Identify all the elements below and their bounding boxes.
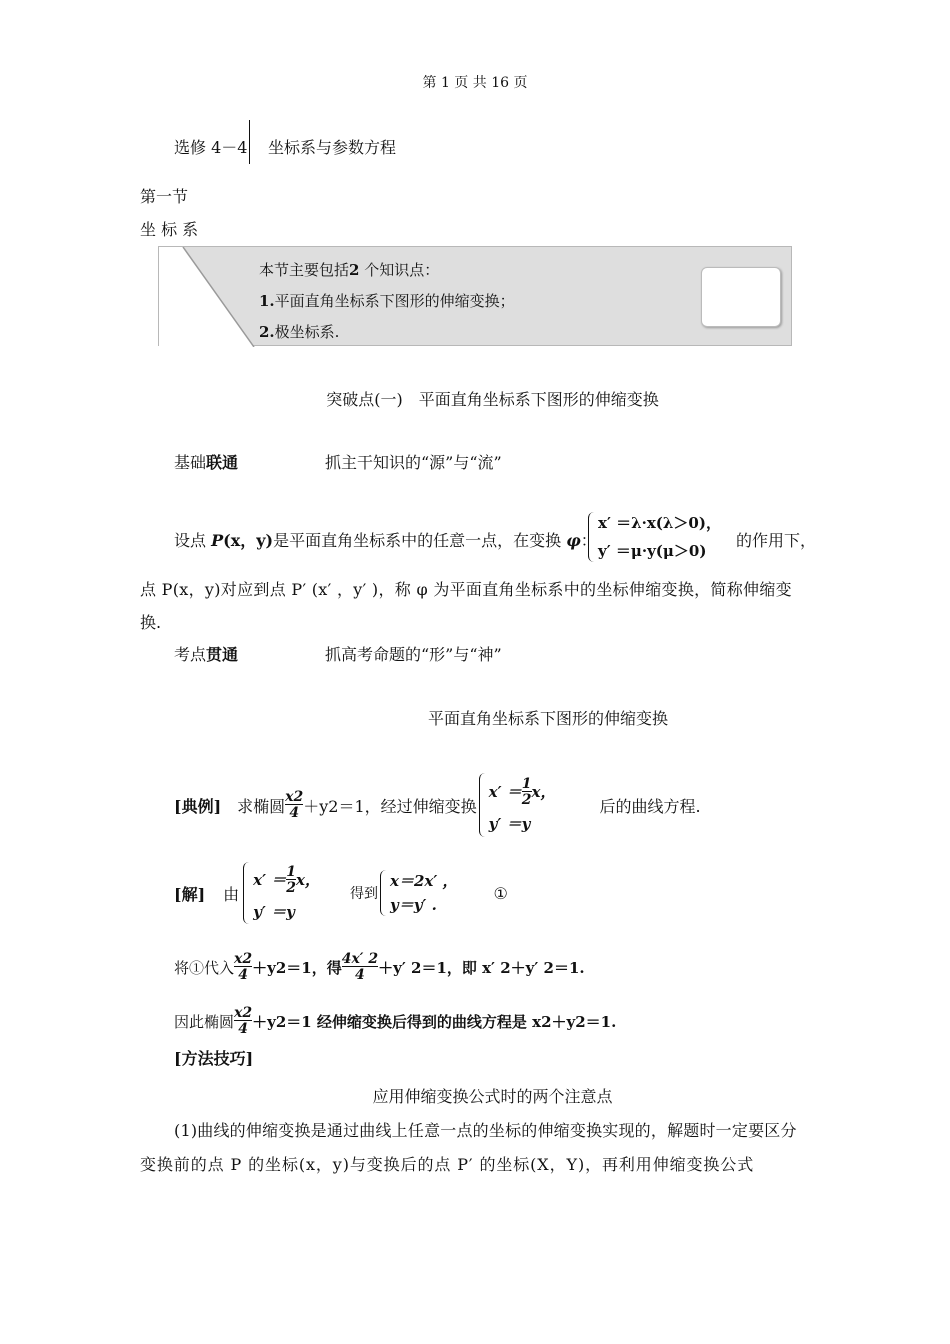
solution-s2: y′ ＝y (253, 903, 295, 921)
summary-item-1-num: 1. (259, 292, 275, 310)
solution-get: 得到 (350, 886, 378, 902)
solution-circle-marker: ① (493, 883, 508, 903)
solution-f3-num: x2 (234, 1005, 253, 1021)
solution-f-num: x2 (234, 951, 253, 967)
solution-r1: x＝2x′ ， (390, 872, 458, 890)
example-sys1-tail: x， (531, 782, 556, 801)
definition-line-1 (174, 528, 597, 551)
solution-line2-b: ＋y2＝1，得 (252, 958, 342, 977)
example-sys-den: 2 (521, 792, 532, 808)
example-frac-den: 4 (285, 804, 303, 820)
example-text-a: 求椭圆 (237, 796, 286, 816)
breakthrough-title: 突破点(一) 平面直角坐标系下图形的伸缩变换 (326, 390, 659, 409)
example-system (489, 773, 556, 837)
module-code (174, 135, 247, 158)
def-point-xy: (x，y) (223, 531, 274, 550)
solution-label: [解] (174, 884, 206, 904)
solution-f-den: 4 (234, 966, 252, 982)
basics-slogan: 抓主干知识的“源”与“流” (325, 453, 502, 472)
module-divider (249, 120, 250, 164)
method-paragraph-1: (1)曲线的伸缩变换是通过曲线上任意一点的坐标的伸缩变换实现的，解题时一定要区分 (174, 1121, 797, 1140)
summary-count: 2 (349, 261, 360, 279)
section-number: 第一节 (140, 187, 189, 206)
solution-line-1 (174, 858, 508, 928)
basics-label (174, 450, 238, 473)
basics-label-b: 联通 (206, 453, 239, 472)
def-phi: φ (566, 531, 581, 550)
summary-item-2-num: 2. (259, 323, 275, 341)
exam-label-a: 考点 (174, 645, 207, 664)
def-colon: ： (580, 531, 597, 550)
summary-item-1 (259, 290, 515, 311)
def-eq-1: x′ ＝λ·x(λ＞0)， (598, 514, 721, 532)
example-sys-fraction (522, 777, 532, 807)
solution-sys-line-1 (253, 861, 320, 899)
solution-f2-den: 4 (342, 966, 378, 982)
example-sys2: y′ ＝y (488, 815, 531, 833)
summary-intro (259, 259, 439, 280)
solution-r2: y＝y′ . (390, 896, 437, 914)
solution-system-1 (253, 861, 320, 925)
method-label: [方法技巧] (174, 1049, 254, 1068)
solution-f2-num: 4x′ 2 (341, 951, 379, 967)
summary-item-1-text: 平面直角坐标系下图形的伸缩变换； (274, 292, 515, 310)
solution-sys-fraction (286, 865, 296, 895)
page-indicator: 第 1 页 共 16 页 (422, 75, 528, 91)
summary-badge (701, 267, 781, 327)
exam-slogan: 抓高考命题的“形”与“神” (325, 645, 502, 664)
solution-brace-2 (380, 870, 387, 916)
example-label: [典例] (174, 796, 222, 816)
solution-system-2 (390, 869, 458, 917)
example-fraction (285, 790, 303, 820)
exam-label (174, 642, 238, 665)
exam-label-b: 贯通 (206, 645, 239, 664)
solution-line3-b: ＋y2＝1 经伸缩变换后得到的曲线方程是 x2＋y2＝1. (252, 1012, 617, 1031)
method-title: 应用伸缩变换公式时的两个注意点 (372, 1087, 613, 1106)
example-brace (479, 773, 486, 837)
solution-sys-num: 1 (286, 864, 297, 880)
section-title: 坐 标 系 (140, 220, 199, 239)
solution-line-2 (174, 944, 585, 990)
solution-line-3 (174, 998, 616, 1044)
def-system (588, 510, 721, 564)
def-system-lines (598, 509, 721, 565)
example-text-c: 后的曲线方程. (599, 796, 701, 816)
module-title: 坐标系与参数方程 (268, 138, 397, 157)
definition-line-2: 点 P(x，y)对应到点 P′ (x′ ，y′ )，称 φ 为平面直角坐标系中的坐标伸缩变换，简称伸缩变 (140, 580, 792, 599)
solution-s1: x′ ＝ (253, 870, 287, 889)
def-eq-2: y′ ＝μ·y(μ＞0) (598, 542, 707, 560)
topic-title: 平面直角坐标系下图形的伸缩变换 (428, 709, 669, 728)
basics-label-a: 基础 (174, 453, 207, 472)
def-point-P: P (211, 531, 224, 550)
solution-line2-a: 将①代入 (174, 958, 235, 977)
def-text-c: 的作用下， (736, 531, 817, 550)
method-paragraph-2: 变换前的点 P 的坐标(x，y)与变换后的点 P′ 的坐标(X，Y)，再利用伸缩变换公式 (140, 1155, 755, 1174)
solution-f3-den: 4 (234, 1020, 252, 1036)
solution-s1-tail: x， (296, 870, 320, 889)
example-sys1: x′ ＝ (488, 782, 522, 801)
summary-intro-tail: 个知识点： (359, 261, 440, 279)
example-line (174, 768, 701, 842)
example-frac-num: x2 (285, 789, 304, 805)
example-sys-line-1 (489, 773, 556, 811)
solution-line3-a: 因此椭圆 (174, 1012, 235, 1031)
solution-fraction-3 (234, 1006, 252, 1036)
summary-item-2 (259, 321, 339, 342)
solution-sys-den: 2 (286, 880, 297, 896)
solution-brace-1 (243, 862, 250, 924)
solution-by: 由 (223, 884, 240, 904)
example-text-b: ＋y2＝1，经过伸缩变换 (303, 796, 477, 816)
def-brace (588, 512, 595, 562)
solution-fraction-2 (342, 952, 378, 982)
def-text-a: 设点 (174, 531, 212, 550)
def-text-b: 是平面直角坐标系中的任意一点，在变换 (273, 531, 567, 550)
solution-fraction-1 (234, 952, 252, 982)
module-code-text: 选修 4－4 (174, 138, 248, 157)
summary-intro-text: 本节主要包括 (259, 261, 350, 279)
example-sys-num: 1 (521, 776, 532, 792)
definition-line-3: 换. (140, 613, 162, 632)
summary-box (158, 246, 792, 346)
solution-line2-c: ＋y′ 2＝1，即 x′ 2＋y′ 2＝1. (378, 958, 585, 977)
summary-item-2-text: 极坐标系. (274, 323, 340, 341)
